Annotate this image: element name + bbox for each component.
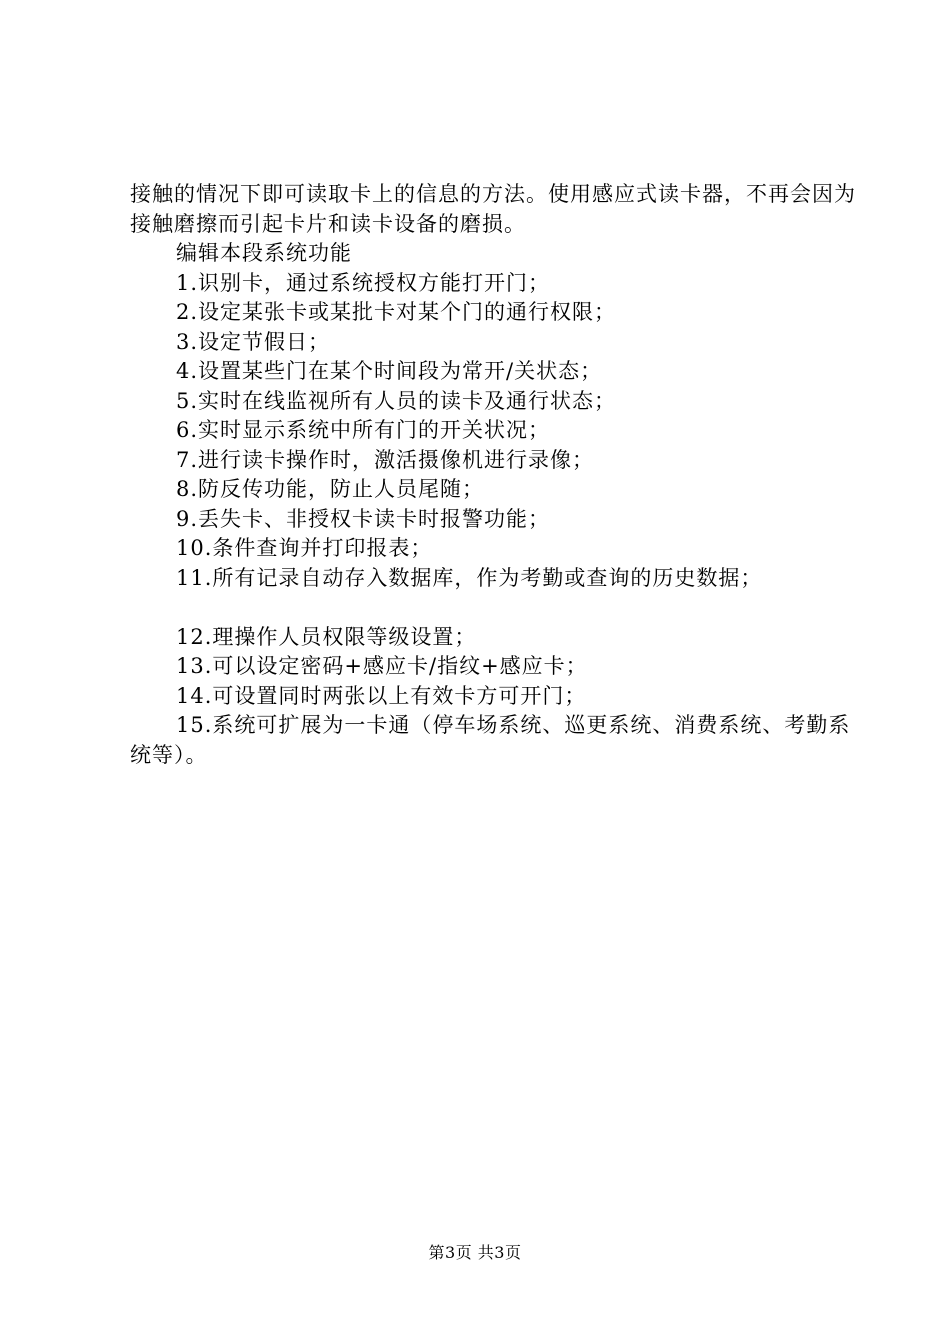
section-heading: 编辑本段系统功能 bbox=[176, 241, 352, 265]
list-item: 4.设置某些门在某个时间段为常开/关状态； bbox=[176, 359, 603, 383]
blank-line bbox=[130, 593, 860, 623]
list-item: 15.系统可扩展为一卡通（停车场系统、巡更系统、消费系统、考勤系统等）。 bbox=[130, 713, 851, 767]
list-item: 3.设定节假日； bbox=[176, 329, 331, 354]
page-number: 第3页 共3页 bbox=[428, 1243, 522, 1262]
list-item: 12.理操作人员权限等级设置； bbox=[176, 624, 477, 649]
list-item: 13.可以设定密码+感应卡/指纹+感应卡； bbox=[176, 654, 588, 678]
list-item: 8.防反传功能，防止人员尾随； bbox=[176, 477, 485, 501]
list-item: 7.进行读卡操作时，激活摄像机进行录像； bbox=[176, 447, 595, 472]
list-item: 10.条件查询并打印报表； bbox=[176, 536, 433, 560]
page-footer bbox=[0, 1243, 950, 1263]
list-item: 9.丢失卡、非授权卡读卡时报警功能； bbox=[176, 506, 551, 531]
list-item: 14.可设置同时两张以上有效卡方可开门； bbox=[176, 683, 587, 708]
list-item: 6.实时显示系统中所有门的开关状况； bbox=[176, 418, 551, 442]
intro-paragraph: 接触的情况下即可读取卡上的信息的方法。使用感应式读卡器，不再会因为接触磨擦而引起卡片和读卡设备的磨损。 bbox=[130, 182, 856, 236]
list-item: 11.所有记录自动存入数据库，作为考勤或查询的历史数据； bbox=[176, 565, 763, 590]
list-item: 5.实时在线监视所有人员的读卡及通行状态； bbox=[176, 388, 617, 413]
document-body bbox=[130, 180, 860, 770]
list-item: 2.设定某张卡或某批卡对某个门的通行权限； bbox=[176, 300, 617, 324]
list-item: 1.识别卡，通过系统授权方能打开门； bbox=[176, 270, 551, 295]
